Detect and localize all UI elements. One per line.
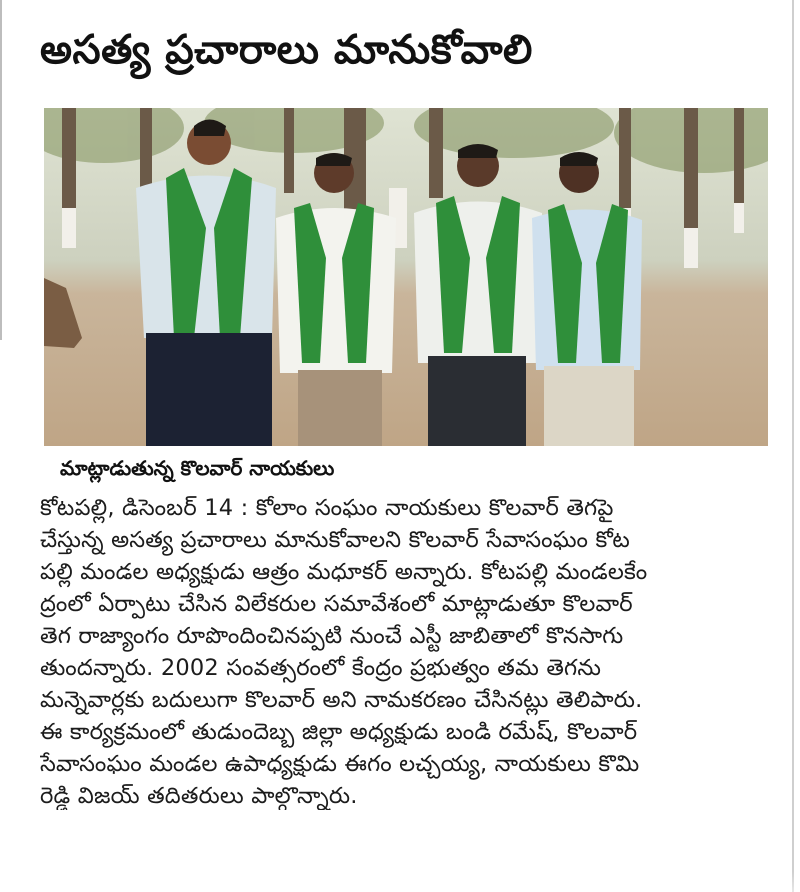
body-line: చేస్తున్న అసత్య ప్రచారాలు మానుకోవాలని కొలవార్ సేవాసంఘం కోట bbox=[40, 527, 630, 553]
cropped-previous-text bbox=[0, 0, 800, 14]
article-body bbox=[40, 492, 770, 810]
article-headline: అసత్య ప్రచారాలు మానుకోవాలి bbox=[40, 27, 533, 73]
body-line: ఈ కార్యక్రమంలో తుడుందెబ్బ జిల్లా అధ్యక్షుడు బండి రమేష్, కొలవార్ bbox=[40, 719, 638, 745]
body-line: రెడ్డి విజయ్ తదితరులు పాల్గొన్నారు. bbox=[40, 783, 358, 809]
column-rule-left bbox=[0, 0, 2, 340]
photo-caption: మాట్లాడుతున్న కొలవార్ నాయకులు bbox=[60, 456, 335, 480]
body-line: కోటపల్లి, డిసెంబర్ 14 : కోలాం సంఘం నాయకులు కొలవార్ తెగపై bbox=[40, 495, 614, 521]
body-line: పల్లి మండల అధ్యక్షుడు ఆత్రం మధూకర్ అన్నారు. కోటపల్లి మండలకేం bbox=[40, 559, 648, 585]
body-line: తుందన్నారు. 2002 సంవత్సరంలో కేంద్రం ప్రభుత్వం తమ తెగను bbox=[40, 655, 602, 681]
body-line: మన్నెవార్లకు బదులుగా కొలవార్ అని నామకరణం చేసినట్లు తెలిపారు. bbox=[40, 687, 643, 713]
body-line: ద్రంలో ఏర్పాటు చేసిన విలేకరుల సమావేశంలో మాట్లాడుతూ కొలవార్ bbox=[40, 591, 633, 617]
body-line: తెగ రాజ్యాంగం రూపొందించినప్పటి నుంచే ఎస్టీ జాబితాలో కొనసాగు bbox=[40, 623, 624, 649]
bottom-crop-edge bbox=[0, 872, 800, 892]
body-line: సేవాసంఘం మండల ఉపాధ్యక్షుడు ఈగం లచ్చయ్య, నాయకులు కొమి bbox=[40, 751, 640, 777]
column-rule-right bbox=[792, 0, 794, 892]
news-photo bbox=[44, 108, 768, 446]
